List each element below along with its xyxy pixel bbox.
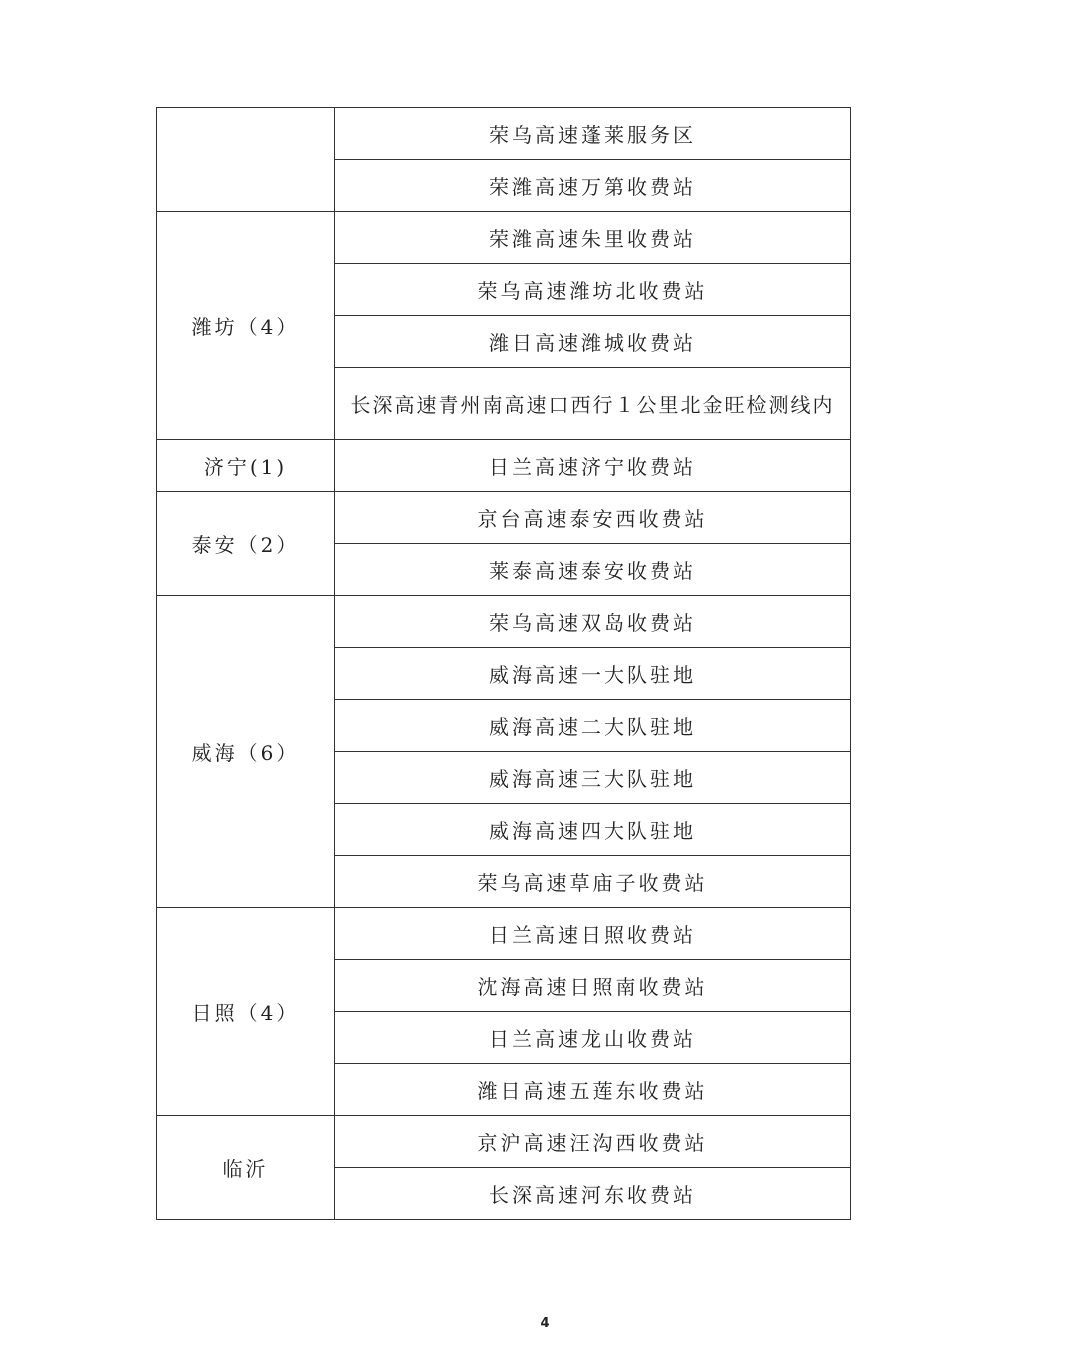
site-cell: 长深高速青州南高速口西行１公里北金旺检测线内 [335, 368, 851, 440]
site-cell: 沈海高速日照南收费站 [335, 960, 851, 1012]
site-cell: 荣乌高速双岛收费站 [335, 596, 851, 648]
table-row [157, 108, 851, 160]
site-cell: 荣潍高速朱里收费站 [335, 212, 851, 264]
site-cell: 长深高速河东收费站 [335, 1168, 851, 1220]
site-cell: 日兰高速济宁收费站 [335, 440, 851, 492]
testing-sites-table [156, 107, 851, 1220]
site-cell: 莱泰高速泰安收费站 [335, 544, 851, 596]
site-cell: 日兰高速日照收费站 [335, 908, 851, 960]
city-cell-weihai: 威海（6） [157, 596, 335, 908]
site-cell: 京台高速泰安西收费站 [335, 492, 851, 544]
site-cell: 潍日高速潍城收费站 [335, 316, 851, 368]
site-cell: 日兰高速龙山收费站 [335, 1012, 851, 1064]
site-cell: 威海高速四大队驻地 [335, 804, 851, 856]
site-cell: 威海高速一大队驻地 [335, 648, 851, 700]
table-row [157, 440, 851, 492]
page-number: 4 [540, 1316, 550, 1331]
table-row [157, 1116, 851, 1168]
table-row [157, 908, 851, 960]
city-cell-taian: 泰安（2） [157, 492, 335, 596]
city-cell-weifang: 潍坊（4） [157, 212, 335, 440]
city-cell-linyi: 临沂 [157, 1116, 335, 1220]
table-row [157, 596, 851, 648]
site-cell: 威海高速二大队驻地 [335, 700, 851, 752]
city-cell-continued [157, 108, 335, 212]
site-cell: 荣乌高速潍坊北收费站 [335, 264, 851, 316]
site-cell: 荣乌高速蓬莱服务区 [335, 108, 851, 160]
site-cell: 潍日高速五莲东收费站 [335, 1064, 851, 1116]
site-cell: 荣潍高速万第收费站 [335, 160, 851, 212]
site-cell: 京沪高速汪沟西收费站 [335, 1116, 851, 1168]
city-cell-jining: 济宁(1) [157, 440, 335, 492]
site-cell: 荣乌高速草庙子收费站 [335, 856, 851, 908]
city-cell-rizhao: 日照（4） [157, 908, 335, 1116]
site-cell: 威海高速三大队驻地 [335, 752, 851, 804]
table-row [157, 212, 851, 264]
table-row [157, 492, 851, 544]
